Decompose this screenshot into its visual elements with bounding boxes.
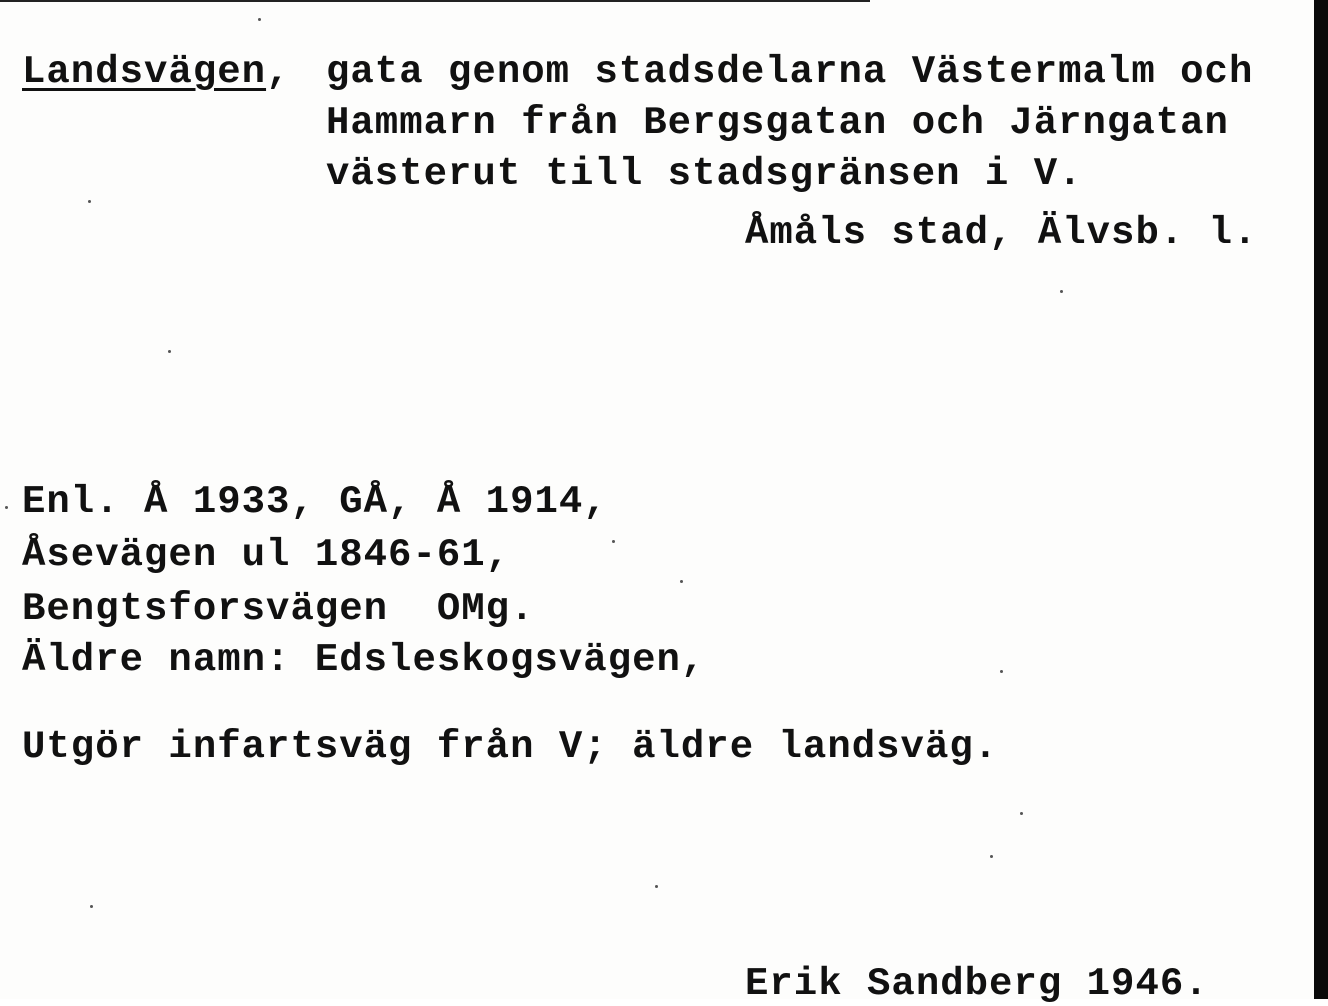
speck bbox=[990, 855, 993, 858]
speck bbox=[258, 18, 261, 21]
note-line: Utgör infartsväg från V; äldre landsväg. bbox=[22, 725, 999, 769]
headword bbox=[22, 50, 290, 94]
source-line-4: Äldre namn: Edsleskogsvägen, bbox=[22, 638, 706, 682]
speck bbox=[1020, 812, 1023, 815]
signature: Erik Sandberg 1946. bbox=[745, 962, 1209, 1006]
card-right-edge bbox=[1314, 0, 1328, 999]
speck bbox=[612, 540, 615, 543]
source-line-2: Åsevägen ul 1846-61, bbox=[22, 533, 511, 577]
source-line-1: Enl. Å 1933, GÅ, Å 1914, bbox=[22, 480, 608, 524]
speck bbox=[88, 200, 91, 203]
speck bbox=[168, 350, 171, 353]
speck bbox=[5, 506, 8, 509]
definition-line-2: Hammarn från Bergsgatan och Järngatan bbox=[326, 101, 1229, 145]
card-top-edge bbox=[0, 0, 870, 2]
definition-line-3: västerut till stadsgränsen i V. bbox=[326, 152, 1083, 196]
source-line-3: Bengtsforsvägen OMg. bbox=[22, 587, 535, 631]
headword-text: Landsvägen bbox=[22, 50, 267, 94]
speck bbox=[1000, 670, 1003, 673]
speck bbox=[655, 885, 658, 888]
speck bbox=[1060, 290, 1063, 293]
headword-separator: , bbox=[266, 50, 291, 94]
speck bbox=[680, 580, 683, 583]
definition-line-1: gata genom stadsdelarna Västermalm och bbox=[326, 50, 1254, 94]
speck bbox=[90, 905, 93, 908]
location-line: Åmåls stad, Älvsb. l. bbox=[745, 211, 1258, 255]
